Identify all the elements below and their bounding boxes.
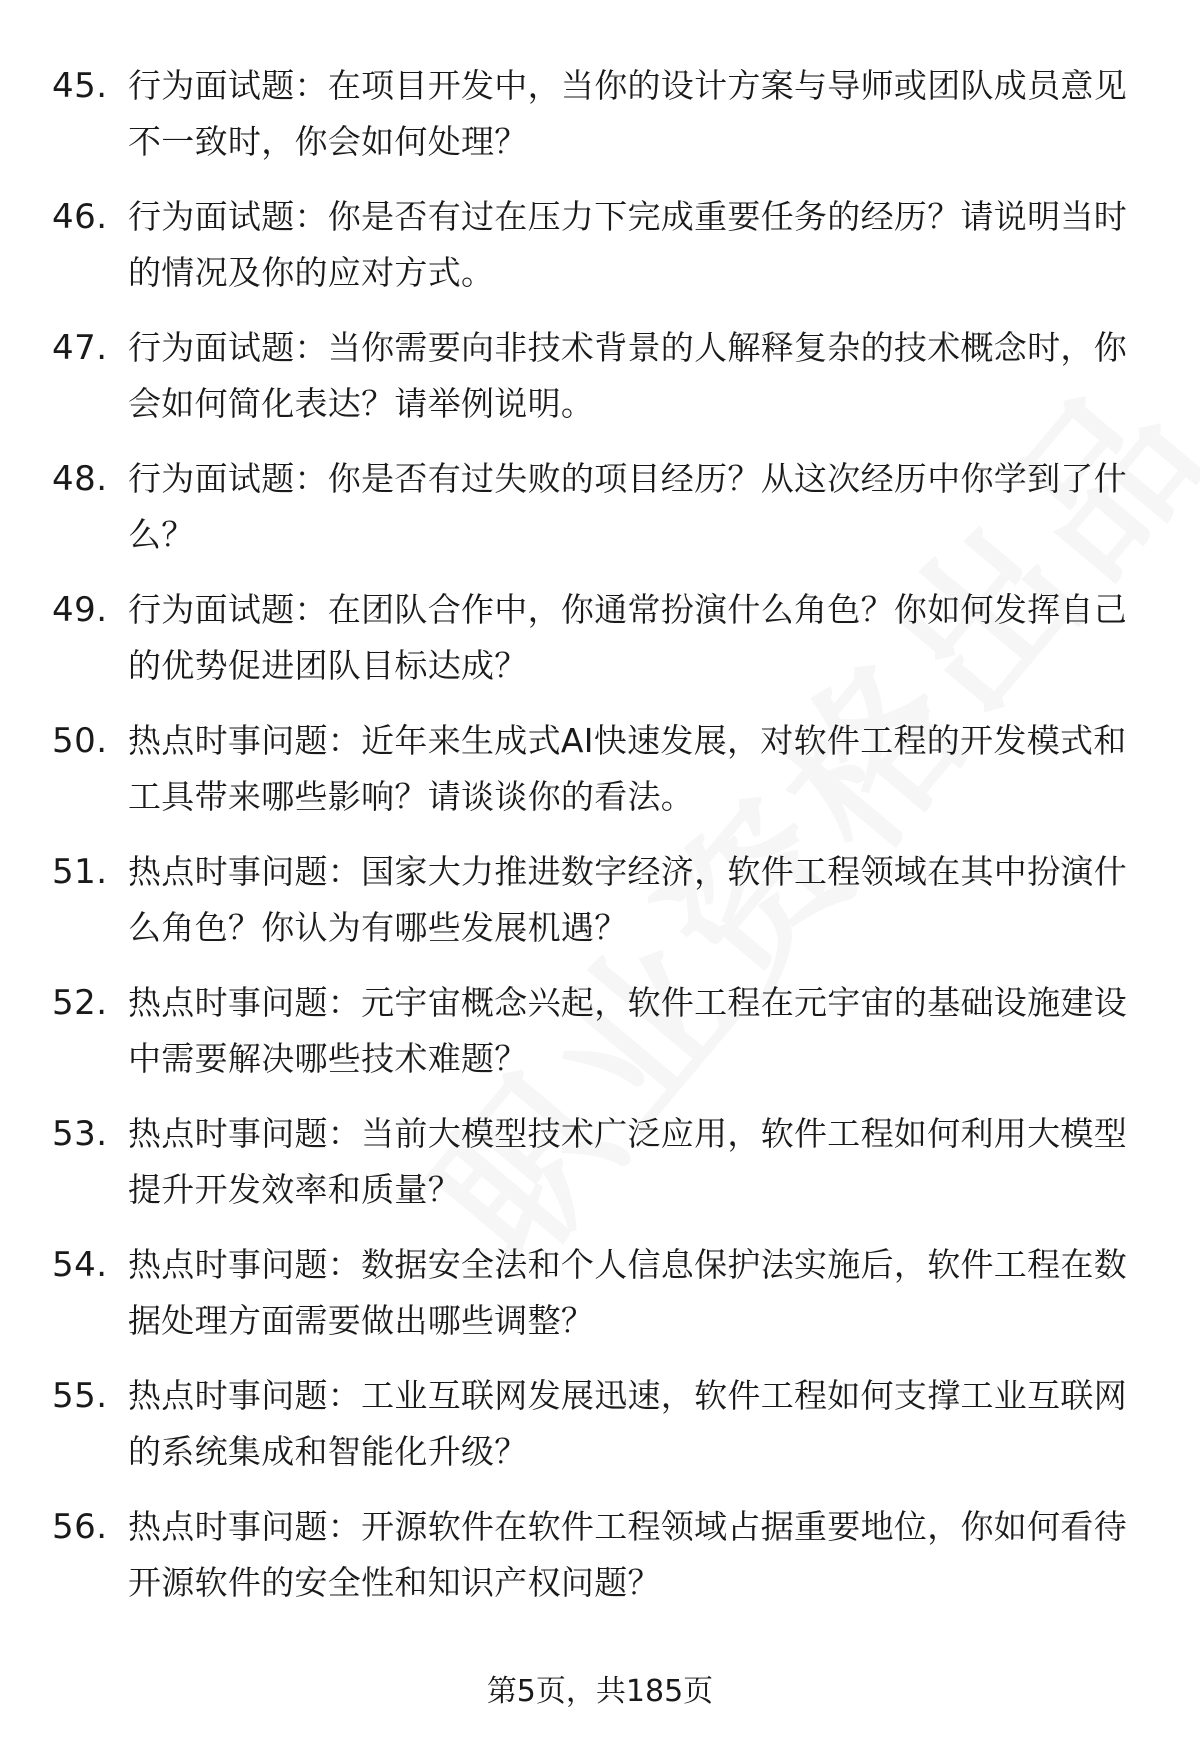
question-text: 行为面试题：你是否有过失败的项目经历？从这次经历中你学到了什么？ (128, 459, 1127, 554)
question-text: 热点时事问题：工业互联网发展迅速，软件工程如何支撑工业互联网的系统集成和智能化升级？ (128, 1376, 1127, 1471)
question-item (0, 1237, 1200, 1368)
question-item (0, 1499, 1200, 1630)
question-number: 53. (52, 1114, 108, 1154)
question-number: 52. (52, 983, 108, 1023)
question-text: 行为面试题：在项目开发中，当你的设计方案与导师或团队成员意见不一致时，你会如何处理？ (128, 66, 1127, 161)
question-text: 热点时事问题：数据安全法和个人信息保护法实施后，软件工程在数据处理方面需要做出哪些调整？ (128, 1245, 1127, 1340)
question-number: 50. (52, 721, 108, 761)
question-item (0, 1368, 1200, 1499)
question-item (0, 451, 1200, 582)
question-number: 45. (52, 66, 108, 106)
question-item (0, 582, 1200, 713)
question-number: 55. (52, 1376, 108, 1416)
question-text: 行为面试题：你是否有过在压力下完成重要任务的经历？请说明当时的情况及你的应对方式。 (128, 197, 1127, 292)
question-item (0, 58, 1200, 189)
question-item (0, 844, 1200, 975)
question-item (0, 189, 1200, 320)
question-text: 热点时事问题：近年来生成式AI快速发展，对软件工程的开发模式和工具带来哪些影响？请谈谈你的看法。 (128, 721, 1127, 816)
question-number: 47. (52, 328, 108, 368)
question-item (0, 975, 1200, 1106)
question-number: 51. (52, 852, 108, 892)
question-number: 56. (52, 1507, 108, 1547)
question-list (0, 58, 1200, 1630)
question-item (0, 320, 1200, 451)
question-item (0, 713, 1200, 844)
question-text: 热点时事问题：当前大模型技术广泛应用，软件工程如何利用大模型提升开发效率和质量？ (128, 1114, 1127, 1209)
question-number: 49. (52, 590, 108, 630)
question-item (0, 1106, 1200, 1237)
question-text: 热点时事问题：国家大力推进数字经济，软件工程领域在其中扮演什么角色？你认为有哪些发展机遇？ (128, 852, 1127, 947)
question-text: 热点时事问题：开源软件在软件工程领域占据重要地位，你如何看待开源软件的安全性和知识产权问题？ (128, 1507, 1127, 1602)
page-number-footer: 第5页，共185页 (486, 1674, 714, 1709)
question-text: 热点时事问题：元宇宙概念兴起，软件工程在元宇宙的基础设施建设中需要解决哪些技术难题？ (128, 983, 1127, 1078)
question-text: 行为面试题：在团队合作中，你通常扮演什么角色？你如何发挥自己的优势促进团队目标达成？ (128, 590, 1127, 685)
question-number: 48. (52, 459, 108, 499)
question-number: 54. (52, 1245, 108, 1285)
question-text: 行为面试题：当你需要向非技术背景的人解释复杂的技术概念时，你会如何简化表达？请举例说明。 (128, 328, 1127, 423)
question-number: 46. (52, 197, 108, 237)
